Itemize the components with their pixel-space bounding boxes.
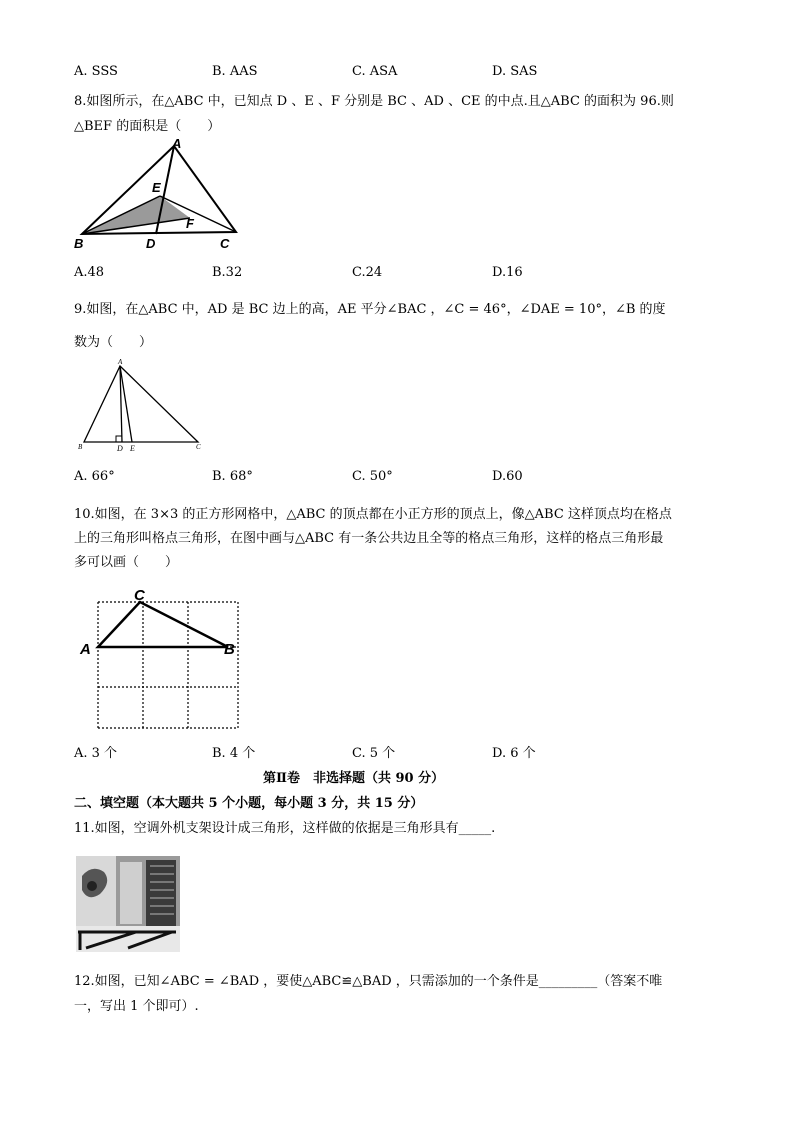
q9-option-c: C. 50° [352,469,393,484]
q9-option-a: A. 66° [74,469,115,484]
q10-stem-line1: 10.如图，在 3×3 的正方形网格中，△ABC 的顶点都在小正方形的顶点上，像△ABC 这样顶点均在格点 [74,507,672,522]
q9-label-e: E [130,444,135,453]
q8-label-e: E [152,180,161,195]
q8-option-d: D.16 [492,265,523,280]
q9-figure [74,356,214,456]
q8-label-d: D [146,236,156,251]
q10-stem-line3: 多可以画（ ） [74,555,179,570]
q10-dotted-grid [98,602,238,728]
q10-option-a: A. 3 个 [74,746,118,761]
q7-option-a: A. SSS [74,64,118,79]
q9-stem-line2: 数为（ ） [74,335,153,350]
q9-option-d: D.60 [492,469,523,484]
q12-stem-line1: 12.如图，已知∠ABC = ∠BAD ，要使△ABC≌△BAD ，只需添加的一个条件是_________（答案不唯 [74,974,663,989]
q10-grid-figure [78,582,248,732]
q8-label-a: A [172,136,182,151]
q8-label-b: B [74,236,84,251]
q12-stem-line2: 一，写出 1 个即可）. [74,999,199,1014]
q8-stem-line2: △BEF 的面积是（ ） [74,119,221,134]
q9-label-d: D [117,444,123,453]
q9-triangle-abc [84,366,198,442]
q10-label-b: B [224,641,235,658]
q11-stem: 11.如图，空调外机支架设计成三角形，这样做的依据是三角形具有_____. [74,821,496,836]
q8-figure [74,138,244,253]
q8-label-f: F [186,216,194,231]
q10-option-b: B. 4 个 [212,746,256,761]
q10-label-a: A [80,641,91,658]
q8-stem-line1: 8.如图所示，在△ABC 中，已知点 D 、E 、F 分别是 BC 、AD 、CE 的中点.且△ABC 的面积为 96.则 [74,94,674,109]
q9-right-angle-mark [116,436,122,442]
section-title: 第Ⅱ卷 非选择题（共 90 分） [263,771,445,786]
part-title: 二、填空题（本大题共 5 个小题，每小题 3 分，共 15 分） [74,796,424,811]
q9-option-b: B. 68° [212,469,253,484]
q8-option-b: B.32 [212,265,243,280]
q9-label-c: C [196,443,201,451]
q7-option-c: C. ASA [352,64,398,79]
q10-option-d: D. 6 个 [492,746,536,761]
q9-label-b: B [78,443,83,451]
q9-stem-line1: 9.如图，在△ABC 中，AD 是 BC 边上的高，AE 平分∠BAC ，∠C = 46°，∠DAE = 10°，∠B 的度 [74,302,666,317]
q10-label-c: C [134,587,145,604]
q7-option-d: D. SAS [492,64,538,79]
q7-option-b: B. AAS [212,64,258,79]
q8-label-c: C [220,236,230,251]
q8-shaded-triangle-bef [82,196,190,234]
q8-option-c: C.24 [352,265,383,280]
q10-stem-line2: 上的三角形叫格点三角形，在图中画与△ABC 有一条公共边且全等的格点三角形，这样的格点三角形最 [74,531,664,546]
q9-label-a: A [118,358,123,366]
q11-photo-ac-bracket [76,856,180,952]
q10-option-c: C. 5 个 [352,746,396,761]
q10-triangle-abc [98,602,228,647]
q8-option-a: A.48 [74,265,105,280]
